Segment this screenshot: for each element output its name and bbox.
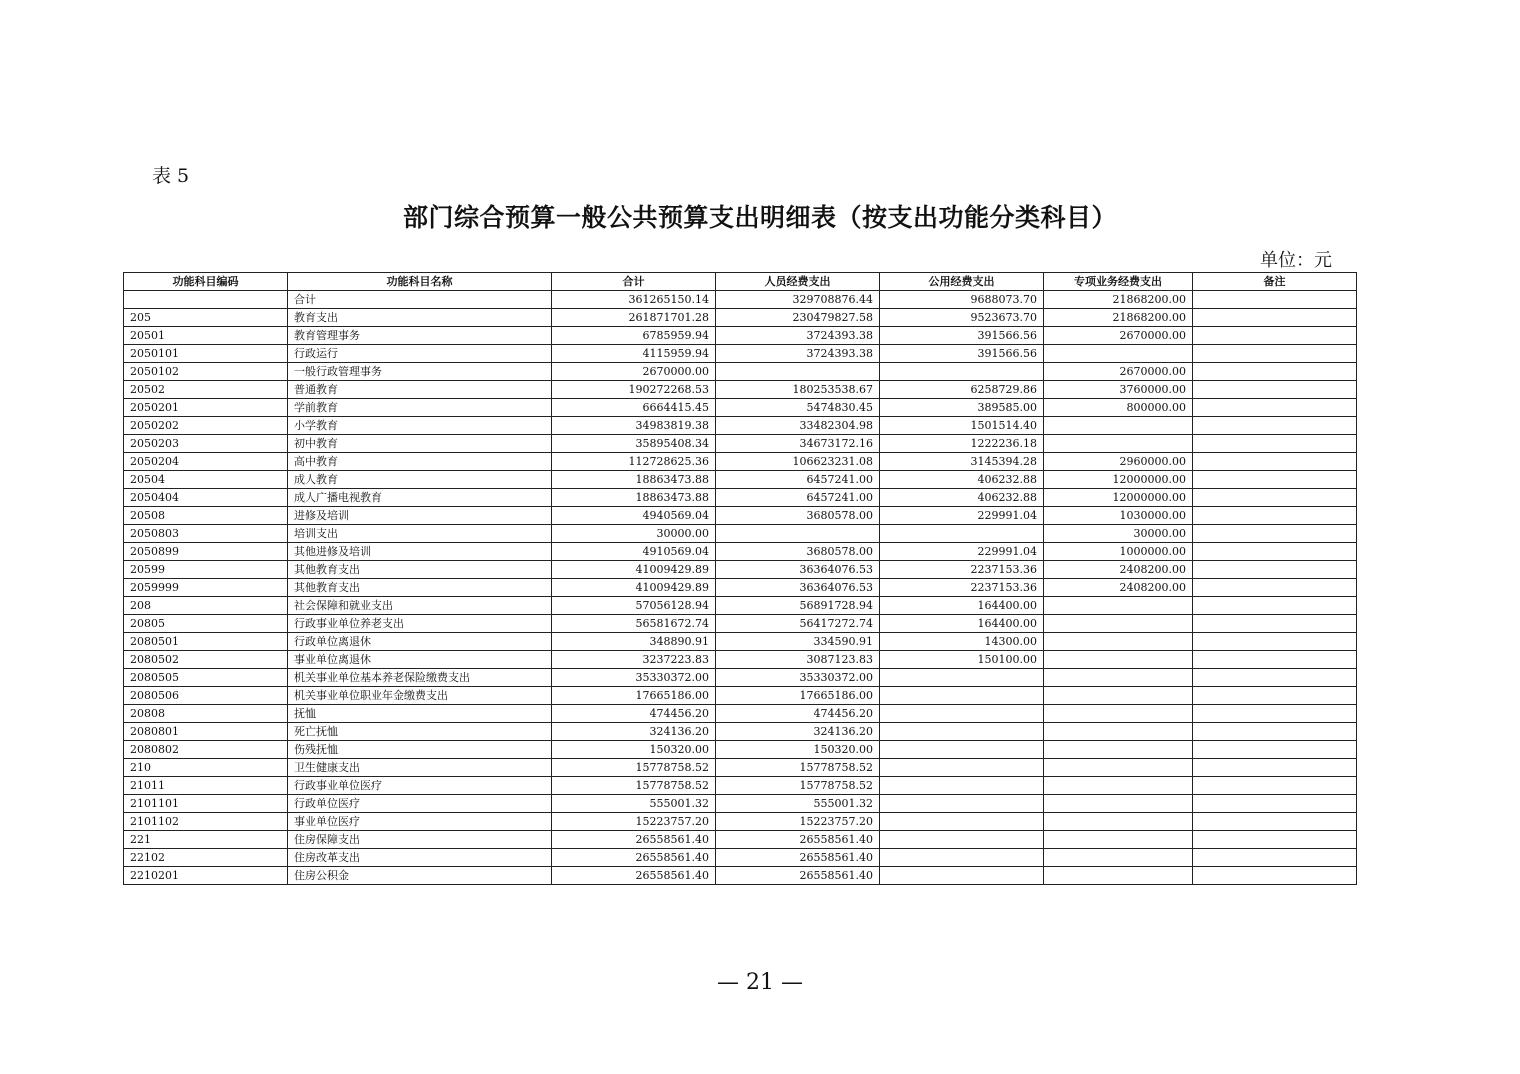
code-cell: 208 (124, 597, 288, 615)
note-cell (1193, 507, 1357, 525)
personnel-cell: 26558561.40 (716, 867, 880, 885)
code-cell: 2101101 (124, 795, 288, 813)
name-cell: 行政事业单位医疗 (288, 777, 552, 795)
total-cell: 56581672.74 (552, 615, 716, 633)
personnel-cell: 3680578.00 (716, 507, 880, 525)
table-row (124, 777, 1357, 795)
name-cell: 合计 (288, 291, 552, 309)
total-cell: 57056128.94 (552, 597, 716, 615)
total-cell: 2670000.00 (552, 363, 716, 381)
table-row (124, 579, 1357, 597)
total-cell: 41009429.89 (552, 561, 716, 579)
special-cell (1044, 633, 1193, 651)
special-cell: 21868200.00 (1044, 309, 1193, 327)
total-cell: 17665186.00 (552, 687, 716, 705)
code-cell (124, 291, 288, 309)
special-cell (1044, 849, 1193, 867)
public-cell: 229991.04 (880, 507, 1044, 525)
total-cell: 190272268.53 (552, 381, 716, 399)
personnel-cell: 17665186.00 (716, 687, 880, 705)
special-cell (1044, 723, 1193, 741)
total-cell: 261871701.28 (552, 309, 716, 327)
personnel-cell: 180253538.67 (716, 381, 880, 399)
code-cell: 2050102 (124, 363, 288, 381)
code-cell: 2050101 (124, 345, 288, 363)
name-cell: 卫生健康支出 (288, 759, 552, 777)
code-cell: 20504 (124, 471, 288, 489)
public-cell: 150100.00 (880, 651, 1044, 669)
public-cell (880, 525, 1044, 543)
total-cell: 474456.20 (552, 705, 716, 723)
name-cell: 行政事业单位养老支出 (288, 615, 552, 633)
note-cell (1193, 363, 1357, 381)
personnel-cell: 36364076.53 (716, 579, 880, 597)
total-cell: 18863473.88 (552, 489, 716, 507)
public-cell (880, 813, 1044, 831)
table-row (124, 525, 1357, 543)
personnel-cell: 34673172.16 (716, 435, 880, 453)
code-cell: 2050803 (124, 525, 288, 543)
table-row (124, 345, 1357, 363)
public-cell (880, 831, 1044, 849)
note-cell (1193, 849, 1357, 867)
special-cell: 1000000.00 (1044, 543, 1193, 561)
public-cell: 164400.00 (880, 615, 1044, 633)
public-cell: 406232.88 (880, 471, 1044, 489)
table-row (124, 507, 1357, 525)
personnel-cell: 3724393.38 (716, 327, 880, 345)
table-row (124, 309, 1357, 327)
note-cell (1193, 759, 1357, 777)
personnel-cell: 3724393.38 (716, 345, 880, 363)
special-cell (1044, 831, 1193, 849)
note-cell (1193, 417, 1357, 435)
public-cell (880, 795, 1044, 813)
note-cell (1193, 381, 1357, 399)
code-cell: 2080501 (124, 633, 288, 651)
name-cell: 行政运行 (288, 345, 552, 363)
name-cell: 行政单位离退休 (288, 633, 552, 651)
name-cell: 事业单位医疗 (288, 813, 552, 831)
code-cell: 2080506 (124, 687, 288, 705)
total-cell: 4940569.04 (552, 507, 716, 525)
total-cell: 150320.00 (552, 741, 716, 759)
page-number: — 21 — (717, 970, 803, 995)
personnel-cell: 3680578.00 (716, 543, 880, 561)
table-row (124, 327, 1357, 345)
total-cell: 555001.32 (552, 795, 716, 813)
name-cell: 抚恤 (288, 705, 552, 723)
special-cell (1044, 597, 1193, 615)
personnel-cell: 26558561.40 (716, 849, 880, 867)
table-row (124, 705, 1357, 723)
code-cell: 221 (124, 831, 288, 849)
note-cell (1193, 561, 1357, 579)
name-cell: 初中教育 (288, 435, 552, 453)
code-cell: 20501 (124, 327, 288, 345)
public-cell: 1222236.18 (880, 435, 1044, 453)
table-row (124, 831, 1357, 849)
special-cell (1044, 813, 1193, 831)
special-cell (1044, 687, 1193, 705)
special-cell: 3760000.00 (1044, 381, 1193, 399)
public-cell: 389585.00 (880, 399, 1044, 417)
personnel-cell: 6457241.00 (716, 471, 880, 489)
personnel-cell: 334590.91 (716, 633, 880, 651)
table-body (124, 291, 1357, 885)
code-cell: 2101102 (124, 813, 288, 831)
personnel-cell: 474456.20 (716, 705, 880, 723)
public-cell (880, 687, 1044, 705)
column-header: 合计 (552, 273, 716, 291)
special-cell: 21868200.00 (1044, 291, 1193, 309)
column-header: 专项业务经费支出 (1044, 273, 1193, 291)
table-row (124, 759, 1357, 777)
total-cell: 6785959.94 (552, 327, 716, 345)
special-cell: 2960000.00 (1044, 453, 1193, 471)
code-cell: 2050899 (124, 543, 288, 561)
special-cell: 800000.00 (1044, 399, 1193, 417)
budget-table (123, 272, 1357, 885)
personnel-cell: 3087123.83 (716, 651, 880, 669)
code-cell: 2080505 (124, 669, 288, 687)
name-cell: 高中教育 (288, 453, 552, 471)
personnel-cell: 5474830.45 (716, 399, 880, 417)
total-cell: 3237223.83 (552, 651, 716, 669)
code-cell: 20502 (124, 381, 288, 399)
public-cell: 406232.88 (880, 489, 1044, 507)
total-cell: 26558561.40 (552, 831, 716, 849)
note-cell (1193, 327, 1357, 345)
personnel-cell: 329708876.44 (716, 291, 880, 309)
name-cell: 伤残抚恤 (288, 741, 552, 759)
public-cell: 229991.04 (880, 543, 1044, 561)
special-cell (1044, 417, 1193, 435)
note-cell (1193, 309, 1357, 327)
total-cell: 34983819.38 (552, 417, 716, 435)
name-cell: 住房保障支出 (288, 831, 552, 849)
code-cell: 20599 (124, 561, 288, 579)
table-row (124, 813, 1357, 831)
personnel-cell: 56891728.94 (716, 597, 880, 615)
name-cell: 其他教育支出 (288, 561, 552, 579)
name-cell: 住房改革支出 (288, 849, 552, 867)
table-row (124, 381, 1357, 399)
table-row (124, 363, 1357, 381)
note-cell (1193, 597, 1357, 615)
code-cell: 20805 (124, 615, 288, 633)
note-cell (1193, 633, 1357, 651)
table-row (124, 867, 1357, 885)
note-cell (1193, 723, 1357, 741)
public-cell: 391566.56 (880, 345, 1044, 363)
note-cell (1193, 867, 1357, 885)
code-cell: 210 (124, 759, 288, 777)
total-cell: 15223757.20 (552, 813, 716, 831)
personnel-cell: 324136.20 (716, 723, 880, 741)
special-cell: 12000000.00 (1044, 471, 1193, 489)
note-cell (1193, 399, 1357, 417)
table-row (124, 489, 1357, 507)
special-cell (1044, 759, 1193, 777)
personnel-cell: 6457241.00 (716, 489, 880, 507)
personnel-cell: 555001.32 (716, 795, 880, 813)
name-cell: 机关事业单位职业年金缴费支出 (288, 687, 552, 705)
note-cell (1193, 669, 1357, 687)
personnel-cell: 36364076.53 (716, 561, 880, 579)
personnel-cell: 33482304.98 (716, 417, 880, 435)
personnel-cell: 150320.00 (716, 741, 880, 759)
name-cell: 教育管理事务 (288, 327, 552, 345)
public-cell: 2237153.36 (880, 579, 1044, 597)
name-cell: 机关事业单位基本养老保险缴费支出 (288, 669, 552, 687)
special-cell (1044, 345, 1193, 363)
table-row (124, 435, 1357, 453)
personnel-cell: 26558561.40 (716, 831, 880, 849)
table-row (124, 795, 1357, 813)
total-cell: 324136.20 (552, 723, 716, 741)
special-cell (1044, 435, 1193, 453)
name-cell: 一般行政管理事务 (288, 363, 552, 381)
public-cell: 164400.00 (880, 597, 1044, 615)
code-cell: 2050203 (124, 435, 288, 453)
public-cell (880, 759, 1044, 777)
total-cell: 4910569.04 (552, 543, 716, 561)
personnel-cell (716, 525, 880, 543)
public-cell: 3145394.28 (880, 453, 1044, 471)
table-header-row (124, 273, 1357, 291)
note-cell (1193, 291, 1357, 309)
personnel-cell: 106623231.08 (716, 453, 880, 471)
note-cell (1193, 453, 1357, 471)
public-cell: 391566.56 (880, 327, 1044, 345)
special-cell: 30000.00 (1044, 525, 1193, 543)
total-cell: 361265150.14 (552, 291, 716, 309)
column-header: 功能科目名称 (288, 273, 552, 291)
personnel-cell: 15778758.52 (716, 759, 880, 777)
column-header: 备注 (1193, 273, 1357, 291)
personnel-cell: 15223757.20 (716, 813, 880, 831)
note-cell (1193, 471, 1357, 489)
name-cell: 社会保障和就业支出 (288, 597, 552, 615)
total-cell: 35895408.34 (552, 435, 716, 453)
code-cell: 2210201 (124, 867, 288, 885)
personnel-cell: 15778758.52 (716, 777, 880, 795)
public-cell (880, 669, 1044, 687)
total-cell: 15778758.52 (552, 759, 716, 777)
column-header: 功能科目编码 (124, 273, 288, 291)
note-cell (1193, 741, 1357, 759)
code-cell: 2050204 (124, 453, 288, 471)
note-cell (1193, 345, 1357, 363)
column-header: 人员经费支出 (716, 273, 880, 291)
public-cell: 1501514.40 (880, 417, 1044, 435)
personnel-cell: 230479827.58 (716, 309, 880, 327)
name-cell: 行政单位医疗 (288, 795, 552, 813)
total-cell: 348890.91 (552, 633, 716, 651)
total-cell: 4115959.94 (552, 345, 716, 363)
note-cell (1193, 489, 1357, 507)
table-row (124, 849, 1357, 867)
public-cell (880, 705, 1044, 723)
special-cell (1044, 651, 1193, 669)
note-cell (1193, 525, 1357, 543)
public-cell: 9523673.70 (880, 309, 1044, 327)
code-cell: 2080502 (124, 651, 288, 669)
code-cell: 2080802 (124, 741, 288, 759)
table-row (124, 687, 1357, 705)
special-cell: 2670000.00 (1044, 363, 1193, 381)
total-cell: 112728625.36 (552, 453, 716, 471)
personnel-cell (716, 363, 880, 381)
public-cell (880, 363, 1044, 381)
name-cell: 普通教育 (288, 381, 552, 399)
personnel-cell: 56417272.74 (716, 615, 880, 633)
name-cell: 小学教育 (288, 417, 552, 435)
special-cell (1044, 867, 1193, 885)
special-cell (1044, 741, 1193, 759)
code-cell: 21011 (124, 777, 288, 795)
note-cell (1193, 705, 1357, 723)
special-cell (1044, 615, 1193, 633)
table-row (124, 417, 1357, 435)
code-cell: 2050202 (124, 417, 288, 435)
code-cell: 22102 (124, 849, 288, 867)
code-cell: 2050201 (124, 399, 288, 417)
note-cell (1193, 651, 1357, 669)
special-cell: 2670000.00 (1044, 327, 1193, 345)
special-cell (1044, 795, 1193, 813)
total-cell: 26558561.40 (552, 849, 716, 867)
name-cell: 进修及培训 (288, 507, 552, 525)
document-title: 部门综合预算一般公共预算支出明细表（按支出功能分类科目） (402, 203, 1117, 232)
note-cell (1193, 777, 1357, 795)
table-row (124, 291, 1357, 309)
special-cell (1044, 669, 1193, 687)
special-cell: 1030000.00 (1044, 507, 1193, 525)
note-cell (1193, 813, 1357, 831)
special-cell (1044, 777, 1193, 795)
table-row (124, 633, 1357, 651)
total-cell: 26558561.40 (552, 867, 716, 885)
table-row (124, 651, 1357, 669)
total-cell: 6664415.45 (552, 399, 716, 417)
personnel-cell: 35330372.00 (716, 669, 880, 687)
total-cell: 18863473.88 (552, 471, 716, 489)
name-cell: 培训支出 (288, 525, 552, 543)
code-cell: 2080801 (124, 723, 288, 741)
table-row (124, 471, 1357, 489)
table-row (124, 615, 1357, 633)
name-cell: 成人教育 (288, 471, 552, 489)
public-cell (880, 867, 1044, 885)
public-cell (880, 849, 1044, 867)
code-cell: 205 (124, 309, 288, 327)
name-cell: 住房公积金 (288, 867, 552, 885)
note-cell (1193, 615, 1357, 633)
note-cell (1193, 579, 1357, 597)
code-cell: 2059999 (124, 579, 288, 597)
name-cell: 学前教育 (288, 399, 552, 417)
total-cell: 41009429.89 (552, 579, 716, 597)
table-label: 表 5 (152, 165, 190, 187)
name-cell: 事业单位离退休 (288, 651, 552, 669)
code-cell: 20508 (124, 507, 288, 525)
code-cell: 20808 (124, 705, 288, 723)
note-cell (1193, 543, 1357, 561)
name-cell: 成人广播电视教育 (288, 489, 552, 507)
note-cell (1193, 831, 1357, 849)
table-row (124, 543, 1357, 561)
special-cell: 2408200.00 (1044, 561, 1193, 579)
table-row (124, 723, 1357, 741)
special-cell: 2408200.00 (1044, 579, 1193, 597)
public-cell (880, 723, 1044, 741)
name-cell: 其他进修及培训 (288, 543, 552, 561)
table-row (124, 399, 1357, 417)
total-cell: 30000.00 (552, 525, 716, 543)
name-cell: 其他教育支出 (288, 579, 552, 597)
code-cell: 2050404 (124, 489, 288, 507)
special-cell: 12000000.00 (1044, 489, 1193, 507)
table-row (124, 597, 1357, 615)
column-header: 公用经费支出 (880, 273, 1044, 291)
note-cell (1193, 435, 1357, 453)
public-cell: 2237153.36 (880, 561, 1044, 579)
public-cell: 9688073.70 (880, 291, 1044, 309)
total-cell: 35330372.00 (552, 669, 716, 687)
table-row (124, 669, 1357, 687)
public-cell (880, 777, 1044, 795)
name-cell: 死亡抚恤 (288, 723, 552, 741)
note-cell (1193, 687, 1357, 705)
total-cell: 15778758.52 (552, 777, 716, 795)
public-cell: 14300.00 (880, 633, 1044, 651)
name-cell: 教育支出 (288, 309, 552, 327)
unit-label: 单位：元 (1260, 250, 1332, 271)
public-cell: 6258729.86 (880, 381, 1044, 399)
public-cell (880, 741, 1044, 759)
table-row (124, 561, 1357, 579)
special-cell (1044, 705, 1193, 723)
table-row (124, 741, 1357, 759)
note-cell (1193, 795, 1357, 813)
table-row (124, 453, 1357, 471)
